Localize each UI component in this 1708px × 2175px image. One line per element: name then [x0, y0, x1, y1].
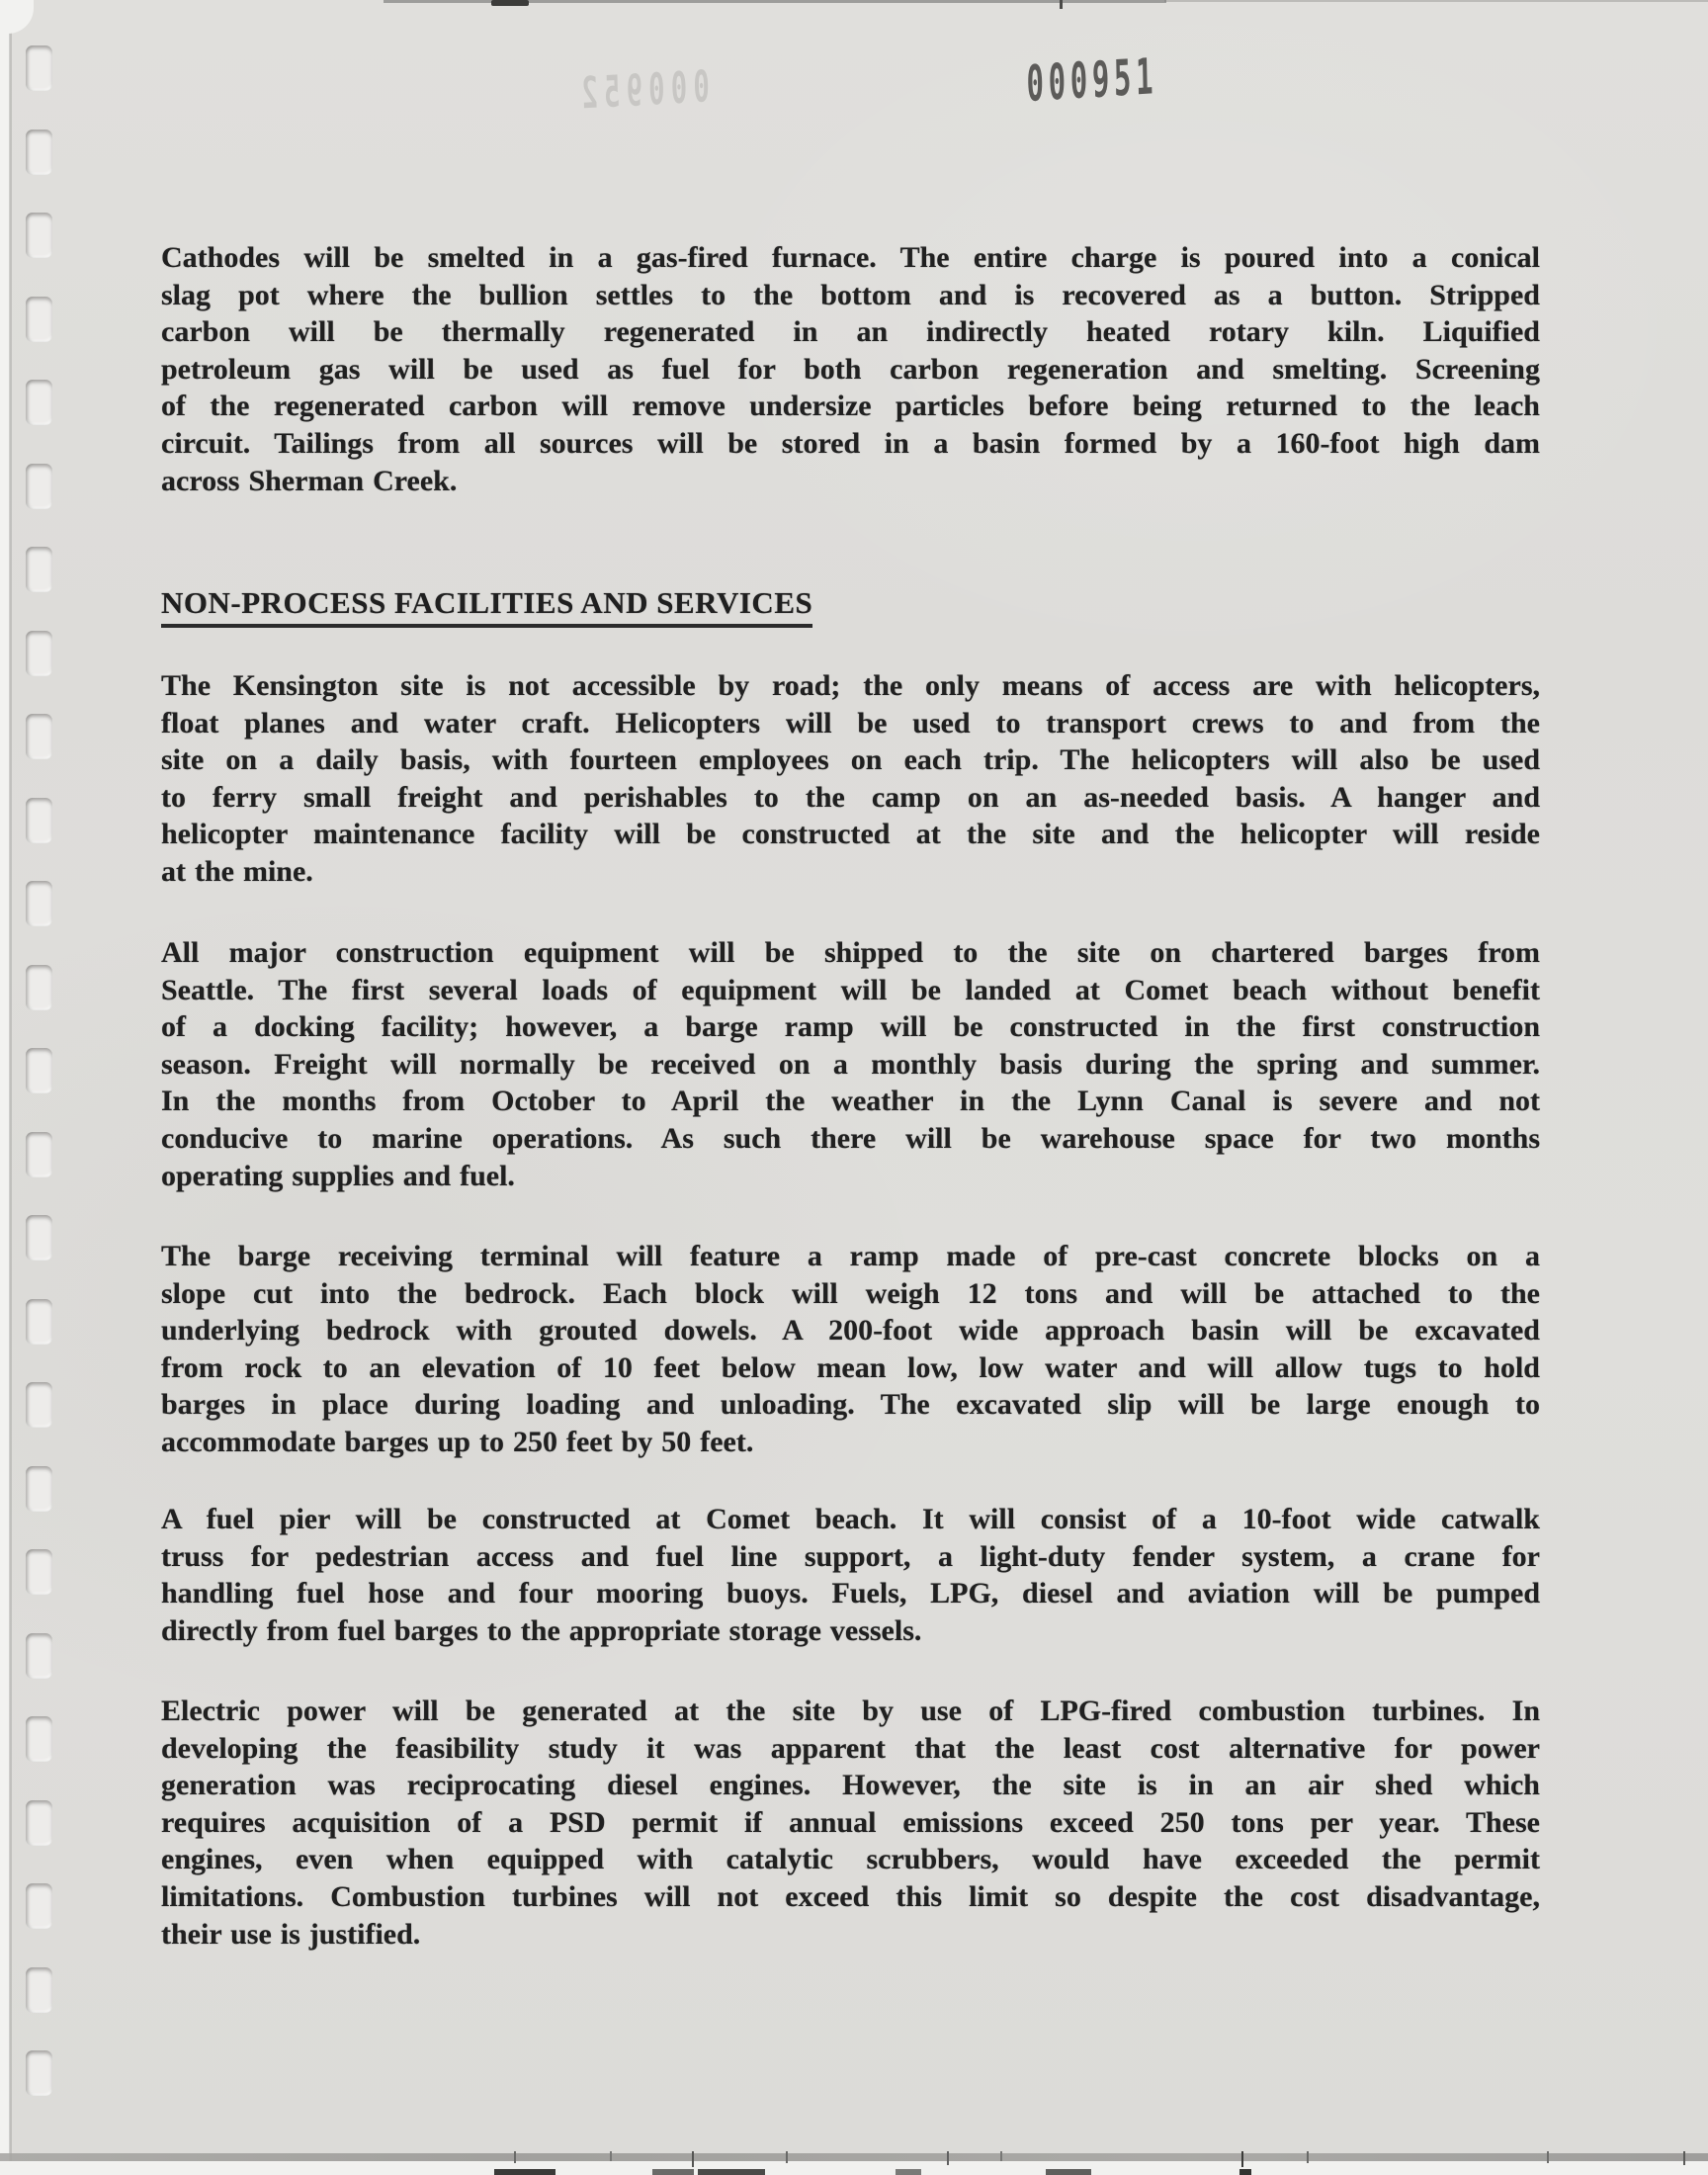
paragraph-barge-terminal — [161, 1238, 1540, 1461]
scan-artifact-mark — [1060, 0, 1063, 9]
binding-hole — [26, 297, 52, 342]
binding-hole — [26, 1549, 52, 1595]
text-line: The barge receiving terminal will feature a ramp made of pre-cast concrete blocks on a — [161, 1240, 1540, 1272]
paragraph-construction-equipment — [161, 934, 1540, 1194]
text-line: season. Freight will normally be received on a monthly basis during the spring and summer. — [161, 1047, 1540, 1081]
binding-hole — [26, 1215, 52, 1261]
text-line: of a docking facility; however, a barge ramp will be constructed in the first construction — [161, 1010, 1540, 1044]
page-bottom-edge — [0, 2153, 1708, 2161]
binding-hole — [26, 1716, 52, 1762]
scan-artifact-mark — [698, 2169, 765, 2175]
binding-hole — [26, 130, 52, 175]
scan-artifact-streak — [610, 2151, 612, 2161]
text-line: barges in place during loading and unloading. The excavated slip will be large enough to — [161, 1388, 1540, 1422]
binding-hole — [26, 1633, 52, 1679]
binding-hole — [26, 2050, 52, 2096]
text-line: from rock to an elevation of 10 feet below mean low, low water and will allow tugs to hold — [161, 1350, 1540, 1384]
binding-hole — [26, 1967, 52, 2013]
binding-hole — [26, 45, 52, 91]
text-line: Seattle. The first several loads of equipment will be landed at Comet beach without benefit — [161, 973, 1540, 1006]
scan-artifact-streak — [1000, 2151, 1002, 2161]
text-line: handling fuel hose and four mooring buoys. Fuels, LPG, diesel and aviation will be pumped — [161, 1577, 1540, 1610]
paragraph-site-access — [161, 667, 1540, 891]
bleedthrough-stamp: 000952 — [574, 61, 711, 120]
binding-hole — [26, 714, 52, 759]
scan-artifact-mark — [1046, 2169, 1091, 2175]
page-left-edge-line — [9, 0, 12, 2161]
text-line: carbon will be thermally regenerated in an indirectly heated rotary kiln. Liquified — [161, 315, 1540, 349]
text-line: conducive to marine operations. As such there will be warehouse space for two months — [161, 1121, 1540, 1155]
binding-hole — [26, 547, 52, 592]
binding-hole — [26, 213, 52, 258]
scan-artifact-mark — [896, 2169, 921, 2175]
scan-artifact-streak — [1547, 2151, 1549, 2163]
text-line: requires acquisition of a PSD permit if annual emissions exceed 250 tons per year. These — [161, 1805, 1540, 1839]
text-line: Electric power will be generated at the site by use of LPG-fired combustion turbines. In — [161, 1695, 1540, 1727]
scan-artifact-streak — [947, 2151, 949, 2165]
text-line: The Kensington site is not accessible by road; the only means of access are with helicopters, — [161, 669, 1540, 702]
scan-artifact-streak — [786, 2151, 788, 2163]
text-line: truss for pedestrian access and fuel line support, a light-duty fender system, a crane for — [161, 1539, 1540, 1573]
text-line: across Sherman Creek. — [161, 464, 458, 497]
scan-artifact-mark — [1239, 2169, 1251, 2175]
text-line: accommodate barges up to 250 feet by 50 feet. — [161, 1425, 754, 1458]
binding-hole — [26, 1466, 52, 1512]
text-line: float planes and water craft. Helicopters will be used to transport crews to and from the — [161, 706, 1540, 740]
text-line: operating supplies and fuel. — [161, 1159, 515, 1192]
text-line: slope cut into the bedrock. Each block will weigh 12 tons and will be attached to the — [161, 1276, 1540, 1310]
text-line: limitations. Combustion turbines will not exceed this limit so despite the cost disadvantage, — [161, 1879, 1540, 1913]
text-line: petroleum gas will be used as fuel for both carbon regeneration and smelting. Screening — [161, 352, 1540, 386]
scan-artifact-streak — [514, 2151, 516, 2163]
scan-artifact-mark — [494, 2169, 555, 2175]
text-line: engines, even when equipped with catalytic scrubbers, would have exceeded the permit — [161, 1843, 1540, 1876]
text-line: at the mine. — [161, 854, 313, 888]
binding-hole — [26, 1132, 52, 1177]
scan-artifact-streak — [1241, 2151, 1243, 2167]
text-line: of the regenerated carbon will remove undersize particles before being returned to the leach — [161, 390, 1540, 423]
text-line: Cathodes will be smelted in a gas-fired furnace. The entire charge is poured into a conical — [161, 241, 1540, 274]
text-line: slag pot where the bullion settles to the bottom and is recovered as a button. Stripped — [161, 278, 1540, 311]
binding-hole — [26, 965, 52, 1010]
page-number-stamp: 000951 — [1026, 47, 1158, 113]
section-heading: NON-PROCESS FACILITIES AND SERVICES — [161, 585, 812, 628]
binding-hole — [26, 1382, 52, 1428]
paragraph-electric-power — [161, 1693, 1540, 1953]
scan-artifact-mark — [652, 2169, 694, 2175]
text-line: helicopter maintenance facility will be constructed at the site and the helicopter will reside — [161, 818, 1540, 851]
text-line: directly from fuel barges to the appropriate storage vessels. — [161, 1613, 922, 1647]
paragraph-fuel-pier — [161, 1501, 1540, 1649]
scanner-bottom-strip — [0, 2161, 1708, 2175]
text-line: A fuel pier will be constructed at Comet beach. It will consist of a 10-foot wide catwalk — [161, 1503, 1540, 1535]
scan-artifact-streak — [1683, 2151, 1685, 2165]
text-line: underlying bedrock with grouted dowels. A 200-foot wide approach basin will be excavated — [161, 1314, 1540, 1348]
scan-artifact-mark — [491, 0, 529, 6]
text-line: circuit. Tailings from all sources will be stored in a basin formed by a 160-foot high dam — [161, 426, 1540, 460]
text-line: generation was reciprocating diesel engines. However, the site is in an air shed which — [161, 1769, 1540, 1802]
scan-artifact-streak — [1307, 2151, 1309, 2163]
binding-hole — [26, 1048, 52, 1093]
binding-hole — [26, 380, 52, 425]
binding-hole — [26, 798, 52, 843]
binding-hole — [26, 1883, 52, 1929]
text-line: their use is justified. — [161, 1917, 421, 1951]
binding-hole — [26, 631, 52, 676]
text-line: All major construction equipment will be shipped to the site on chartered barges from — [161, 936, 1540, 969]
text-line: In the months from October to April the weather in the Lynn Canal is severe and not — [161, 1085, 1540, 1118]
text-line: site on a daily basis, with fourteen employees on each trip. The helicopters will also be used — [161, 743, 1540, 777]
paragraph-smelting — [161, 239, 1540, 499]
scan-artifact-top-line — [1164, 0, 1708, 2]
binding-hole — [26, 1299, 52, 1345]
scan-artifact-streak — [692, 2151, 694, 2167]
text-line: developing the feasibility study it was apparent that the least cost alternative for power — [161, 1731, 1540, 1765]
binding-hole — [26, 464, 52, 509]
text-line: to ferry small freight and perishables to the camp on an as-needed basis. A hanger and — [161, 780, 1540, 814]
binding-hole — [26, 1800, 52, 1846]
binding-hole — [26, 881, 52, 926]
page-top-left-corner — [0, 0, 34, 34]
